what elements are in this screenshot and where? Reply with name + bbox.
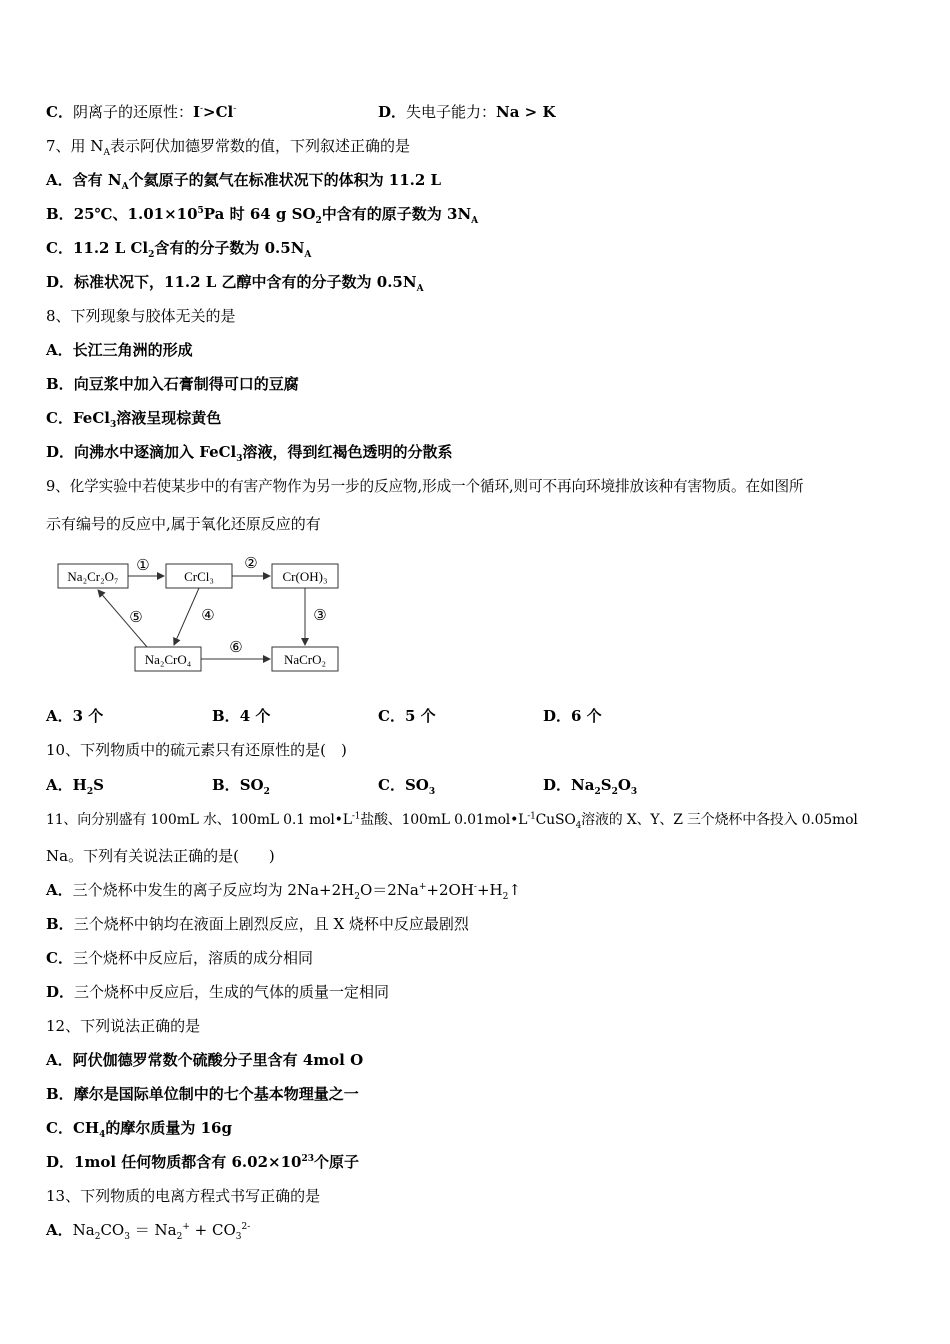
- subscript: 2: [263, 787, 270, 797]
- q10-option-c[interactable]: [378, 775, 435, 795]
- q7-option-b[interactable]: [46, 204, 478, 224]
- reaction-number-2: ②: [244, 556, 258, 572]
- option-text: 11.2 L Cl: [72, 239, 149, 257]
- option-letter: B．: [46, 205, 74, 223]
- option-text: 三个烧杯中反应后，溶质的成分相同: [72, 949, 313, 967]
- subscript: 4: [99, 1130, 106, 1140]
- q9-option-d[interactable]: [543, 706, 602, 726]
- subscript: 2: [315, 216, 322, 226]
- option-text: 的摩尔质量为 16g: [105, 1119, 232, 1137]
- formula: I: [192, 103, 200, 121]
- q6-option-d[interactable]: [378, 102, 556, 122]
- option-text: O: [617, 776, 631, 794]
- subscript: A: [103, 148, 110, 158]
- option-letter: C．: [46, 409, 73, 427]
- subscript: 3: [124, 1232, 130, 1242]
- option-letter: C．: [378, 707, 405, 725]
- option-letter: D．: [543, 776, 572, 794]
- q12-option-d[interactable]: [46, 1152, 359, 1172]
- option-text: 个原子: [313, 1153, 359, 1171]
- option-text: Na: [72, 1221, 95, 1239]
- q11-option-d[interactable]: [46, 982, 389, 1002]
- option-text: H: [72, 776, 87, 794]
- subscript: 2: [502, 892, 509, 902]
- q12-option-c[interactable]: [46, 1118, 232, 1138]
- q7-option-d[interactable]: [46, 272, 424, 292]
- subscript: 3: [630, 787, 638, 797]
- option-letter: A．: [46, 341, 73, 359]
- q10-stem: 10、下列物质中的硫元素只有还原性的是( ): [46, 741, 347, 759]
- subscript: 3: [428, 787, 436, 797]
- subscript: 4: [575, 820, 582, 831]
- subscript: 2: [94, 1232, 101, 1242]
- reaction-number-1: ①: [136, 558, 150, 574]
- option-letter: A．: [46, 1221, 73, 1239]
- box-crcl3: [166, 564, 232, 588]
- compound-label: NaCrO₂: [283, 652, 327, 667]
- option-text: 溶液呈现棕黄色: [116, 409, 222, 427]
- option-letter: B．: [212, 776, 240, 794]
- subscript: 2: [148, 250, 155, 260]
- q11-stem-line2: Na。下列有关说法正确的是( ): [46, 847, 275, 865]
- option-letter: C．: [378, 776, 405, 794]
- superscript: -1: [527, 811, 536, 822]
- q8-option-c[interactable]: [46, 408, 221, 428]
- superscript: 2-: [241, 1222, 251, 1232]
- stem-text: 7、用 N: [46, 137, 104, 155]
- option-text: SO: [404, 776, 429, 794]
- option-text: 5 个: [404, 707, 436, 725]
- option-letter: C．: [46, 1119, 73, 1137]
- q11-stem-line1: [46, 810, 858, 830]
- q12-option-a[interactable]: [46, 1050, 363, 1070]
- subscript: 2: [354, 892, 360, 902]
- option-text: 三个烧杯中反应后，生成的气体的质量一定相同: [74, 983, 390, 1001]
- option-letter: B．: [46, 375, 74, 393]
- option-letter: D．: [543, 707, 572, 725]
- reaction-number-5: ⑤: [129, 610, 143, 626]
- compound-label: Na₂Cr₂O₇: [67, 569, 119, 584]
- subscript: A: [416, 284, 424, 294]
- q6-option-c[interactable]: [46, 102, 236, 122]
- superscript: +: [418, 882, 427, 892]
- option-text: 含有 N: [72, 171, 122, 189]
- option-text: FeCl: [72, 409, 110, 427]
- option-text: 长江三角洲的形成: [72, 341, 193, 359]
- box-nacro2: [272, 647, 338, 671]
- option-text: 失电子能力：: [406, 103, 497, 121]
- option-text: 溶液，得到红褐色透明的分散系: [242, 443, 453, 461]
- box-na2cr2o7: [58, 564, 128, 588]
- option-text: 标准状况下，11.2 L 乙醇中含有的分子数为 0.5N: [74, 273, 417, 291]
- option-letter: D．: [46, 273, 75, 291]
- option-text: ＝ Na: [129, 1221, 177, 1239]
- superscript: -1: [351, 811, 361, 822]
- option-text: 阴离子的还原性：: [72, 103, 193, 121]
- q9-stem-line2: 示有编号的反应中,属于氧化还原反应的有: [46, 515, 321, 533]
- option-letter: A．: [46, 881, 73, 899]
- superscript: -: [473, 882, 477, 892]
- stem-text: CuSO: [535, 812, 576, 828]
- option-text: 三个烧杯中发生的离子反应均为 2Na+2H: [72, 881, 355, 899]
- stem-text: 溶液的 X、Y、Z 三个烧杯中各投入 0.05mol: [581, 812, 858, 828]
- option-letter: D．: [46, 1153, 75, 1171]
- q13-option-a[interactable]: [46, 1220, 250, 1240]
- option-text: ↑: [508, 881, 521, 899]
- option-letter: D．: [46, 443, 75, 461]
- option-text: 向豆浆中加入石膏制得可口的豆腐: [73, 375, 299, 393]
- q10-option-a[interactable]: [46, 775, 104, 795]
- stem-text: 盐酸、100mL 0.01mol•L: [360, 812, 528, 828]
- option-text: Na: [571, 776, 595, 794]
- option-text: 阿伏伽德罗常数个硫酸分子里含有 4mol O: [72, 1051, 364, 1069]
- option-letter: B．: [46, 1085, 74, 1103]
- subscript: A: [471, 216, 479, 226]
- option-text: S: [93, 776, 104, 794]
- option-text: CH: [72, 1119, 100, 1137]
- option-letter: D．: [46, 983, 75, 1001]
- q7-option-c[interactable]: [46, 238, 311, 258]
- superscript: 23: [301, 1154, 314, 1164]
- q8-option-d[interactable]: [46, 442, 453, 462]
- option-text: +2OH: [426, 881, 474, 899]
- q11-option-b[interactable]: [46, 914, 469, 934]
- option-text: 向沸水中逐滴加入 FeCl: [74, 443, 237, 461]
- option-letter: D．: [378, 103, 407, 121]
- option-text: O＝2Na: [359, 881, 419, 899]
- option-text: 25℃、1.01×10: [73, 205, 198, 223]
- q9-option-a[interactable]: [46, 706, 103, 726]
- q7-stem: [46, 136, 410, 156]
- subscript: A: [121, 182, 129, 192]
- q9-option-c[interactable]: [378, 706, 436, 726]
- reaction-number-3: ③: [313, 608, 327, 624]
- reaction-number-6: ⑥: [229, 640, 243, 656]
- option-text: + CO: [189, 1221, 236, 1239]
- stem-text: 11、向分别盛有 100mL 水、100mL 0.1 mol•L: [46, 812, 352, 828]
- formula: >Cl: [203, 103, 234, 121]
- subscript: 3: [236, 454, 243, 464]
- q10-option-d[interactable]: [543, 775, 637, 795]
- q10-option-b[interactable]: [212, 775, 270, 795]
- option-letter: B．: [46, 915, 74, 933]
- option-letter: A．: [46, 776, 73, 794]
- q8-option-b[interactable]: [46, 374, 299, 394]
- option-letter: A．: [46, 171, 73, 189]
- arrow-4: [174, 588, 199, 645]
- compound-label: CrCl₃: [184, 569, 214, 584]
- superscript: -: [200, 104, 204, 114]
- q11-option-a[interactable]: [46, 880, 521, 900]
- subscript: 3: [235, 1232, 242, 1242]
- option-text: S: [600, 776, 612, 794]
- option-letter: A．: [46, 707, 73, 725]
- compound-label: Cr(OH)₃: [282, 569, 328, 584]
- stem-text: 表示阿伏加德罗常数的值，下列叙述正确的是: [109, 137, 410, 155]
- superscript: 5: [197, 206, 204, 216]
- option-text: 4 个: [239, 707, 271, 725]
- option-letter: C．: [46, 949, 73, 967]
- option-text: 三个烧杯中钠均在液面上剧烈反应，且 X 烧杯中反应最剧烈: [73, 915, 469, 933]
- reaction-number-4: ④: [201, 608, 215, 624]
- box-croh3: [272, 564, 338, 588]
- option-text: 6 个: [571, 707, 602, 725]
- q8-stem: 8、下列现象与胶体无关的是: [46, 307, 236, 325]
- subscript: 2: [611, 787, 618, 797]
- subscript: 3: [109, 420, 117, 430]
- option-text: 个氦原子的氦气在标准状况下的体积为 11.2 L: [128, 171, 442, 189]
- option-text: 中含有的原子数为 3N: [321, 205, 472, 223]
- subscript: 2: [86, 787, 94, 797]
- option-text: Pa 时 64 g SO: [203, 205, 316, 223]
- q8-option-a[interactable]: [46, 340, 193, 360]
- subscript: A: [304, 250, 312, 260]
- q11-option-c[interactable]: [46, 948, 313, 968]
- option-letter: B．: [212, 707, 240, 725]
- subscript: 2: [176, 1232, 183, 1242]
- option-text: +H: [476, 881, 503, 899]
- option-text: 含有的分子数为 0.5N: [154, 239, 305, 257]
- option-letter: A．: [46, 1051, 73, 1069]
- box-na2cro4: [135, 647, 201, 671]
- superscript: +: [182, 1222, 190, 1232]
- q12-option-b[interactable]: [46, 1084, 359, 1104]
- option-text: CO: [100, 1221, 125, 1239]
- option-text: 摩尔是国际单位制中的七个基本物理量之一: [73, 1085, 359, 1103]
- subscript: 2: [594, 787, 601, 797]
- superscript: -: [233, 104, 237, 114]
- q7-option-a[interactable]: [46, 170, 441, 190]
- q12-stem: 12、下列说法正确的是: [46, 1017, 201, 1035]
- option-text: 1mol 任何物质都含有 6.02×10: [74, 1153, 302, 1171]
- option-text: SO: [239, 776, 264, 794]
- compound-label: Na₂CrO₄: [144, 652, 192, 667]
- reaction-cycle-diagram: [52, 552, 352, 682]
- option-letter: C．: [46, 239, 73, 257]
- option-letter: C．: [46, 103, 73, 121]
- q13-stem: 13、下列物质的电离方程式书写正确的是: [46, 1187, 321, 1205]
- q9-option-b[interactable]: [212, 706, 270, 726]
- formula: Na > K: [496, 103, 556, 121]
- option-text: 3 个: [72, 707, 104, 725]
- q9-stem-line1: 9、化学实验中若使某步中的有害产物作为另一步的反应物,形成一个循环,则可不再向环境排放该种有害物质。在如图所: [46, 478, 804, 495]
